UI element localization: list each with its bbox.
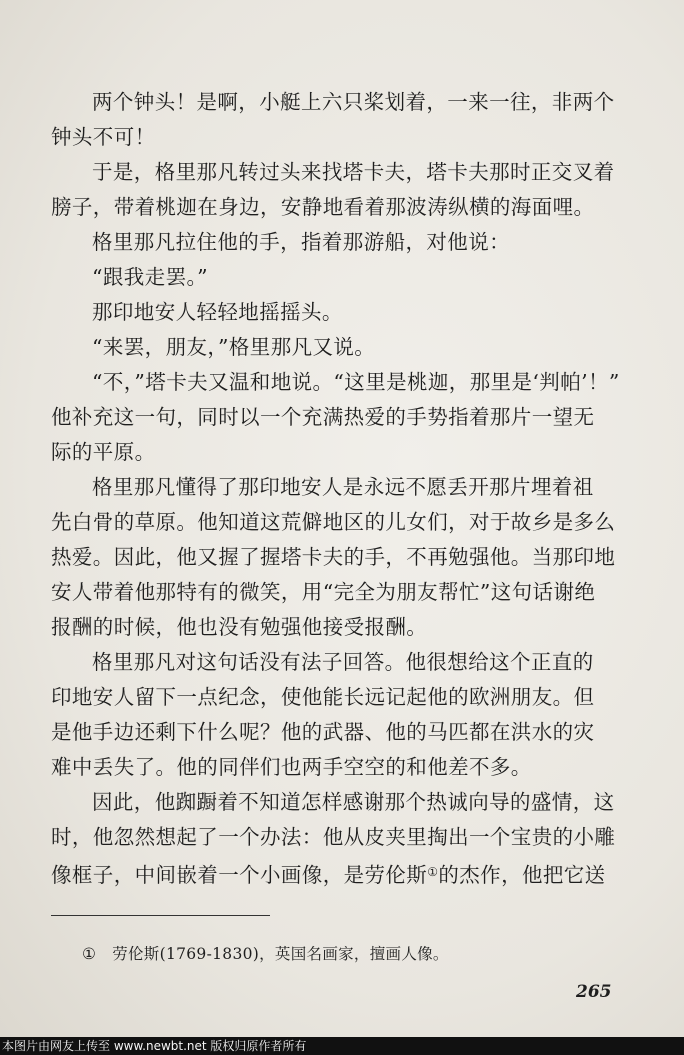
footnote-text: 劳伦斯(1769-1830)，英国名画家，擅画人像。	[112, 945, 449, 963]
text-line	[51, 855, 637, 893]
text-line: 他补充这一句，同时以一个充满热爱的手势指着那片一望无	[51, 405, 595, 429]
text-line: 于是，格里那凡转过头来找塔卡夫，塔卡夫那时正交叉着	[92, 160, 615, 184]
text-line: 先白骨的草原。他知道这荒僻地区的儿女们，对于故乡是多么	[51, 510, 616, 534]
paragraph-7	[51, 365, 637, 470]
text-line: 钟头不可！	[51, 125, 156, 149]
text-line: “不，”塔卡夫又温和地说。“这里是桃迦，那里是‘判帕’！”	[92, 370, 620, 394]
paragraph-9	[51, 645, 637, 785]
text-line: 热爱。因此，他又握了握塔卡夫的手，不再勉强他。当那印地	[51, 545, 616, 569]
paragraph-6	[92, 330, 637, 365]
text-line: 两个钟头！是啊，小艇上六只桨划着，一来一往，非两个	[92, 90, 615, 114]
text-line: 格里那凡对这句话没有法子回答。他很想给这个正直的	[92, 650, 594, 674]
text-line: 时，他忽然想起了一个办法：他从皮夹里掏出一个宝贵的小雕	[51, 825, 616, 849]
text-line: “来罢，朋友，”格里那凡又说。	[92, 335, 376, 359]
text-line: 报酬的时候，他也没有勉强他接受报酬。	[51, 615, 428, 639]
page-number: 265	[576, 982, 612, 1002]
watermark-bar: 本图片由网友上传至 www.newbt.net 版权归原作者所有	[0, 1037, 684, 1055]
text-line: 格里那凡拉住他的手，指着那游船，对他说：	[92, 230, 510, 254]
footnote-divider	[51, 915, 270, 916]
footnote	[82, 942, 449, 964]
text-line: 格里那凡懂得了那印地安人是永远不愿丢开那片埋着祖	[92, 475, 594, 499]
text-line: 安人带着他那特有的微笑，用“完全为朋友帮忙”这句话谢绝	[51, 580, 596, 604]
paragraph-4	[92, 260, 637, 295]
paragraph-5	[92, 295, 637, 330]
paragraph-1	[51, 85, 637, 155]
text-segment: 的杰作，他把它送	[438, 863, 606, 887]
paragraph-10	[51, 785, 637, 893]
text-line: 是他手边还剩下什么呢？他的武器、他的马匹都在洪水的灾	[51, 720, 595, 744]
footnote-marker: ①	[82, 945, 97, 963]
text-line: 际的平原。	[51, 440, 156, 464]
text-line: 难中丢失了。他的同伴们也两手空空的和他差不多。	[51, 755, 532, 779]
text-line: “跟我走罢。”	[92, 265, 209, 289]
text-line: 因此，他踟蹰着不知道怎样感谢那个热诚向导的盛情，这	[92, 790, 615, 814]
body-text	[51, 85, 637, 893]
paragraph-3	[92, 225, 637, 260]
footnote-reference: ①	[427, 865, 439, 879]
paragraph-8	[51, 470, 637, 645]
paragraph-2	[51, 155, 637, 225]
text-line: 印地安人留下一点纪念，使他能长远记起他的欧洲朋友。但	[51, 685, 595, 709]
text-line: 那印地安人轻轻地摇摇头。	[92, 300, 343, 324]
text-line: 膀子，带着桃迦在身边，安静地看着那波涛纵横的海面哩。	[51, 195, 595, 219]
text-segment: 像框子，中间嵌着一个小画像，是劳伦斯	[51, 863, 428, 887]
